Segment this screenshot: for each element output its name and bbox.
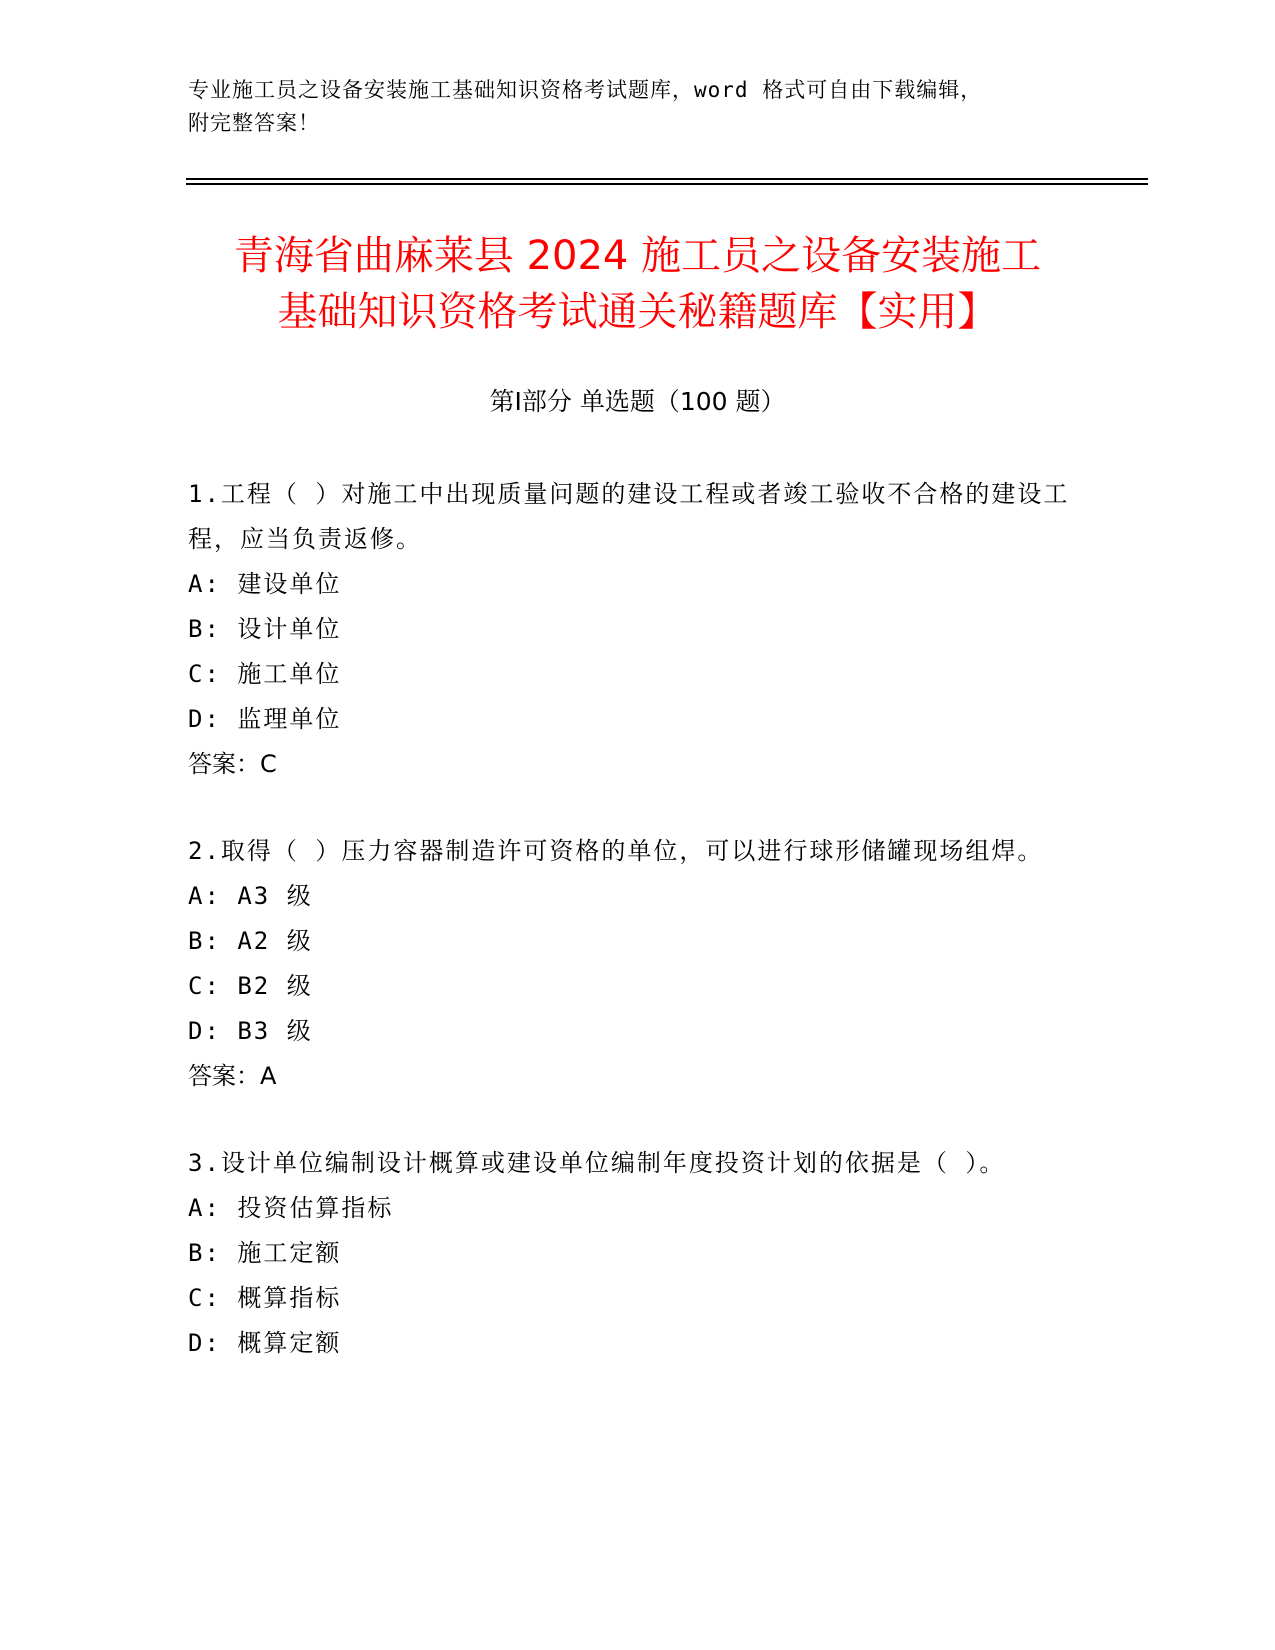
option-d: D: 概算定额 bbox=[188, 1329, 342, 1357]
header-note bbox=[188, 74, 1088, 140]
header-rule-bottom bbox=[186, 183, 1148, 185]
question-stem: 3.设计单位编制设计概算或建设单位编制年度投资计划的依据是（ ）。 bbox=[188, 1149, 1006, 1177]
answer: 答案：A bbox=[188, 1062, 277, 1090]
option-d: D: 监理单位 bbox=[188, 705, 342, 733]
answer: 答案：C bbox=[188, 750, 277, 778]
question-list bbox=[188, 472, 1088, 1408]
question-3 bbox=[188, 1141, 1088, 1366]
question-1 bbox=[188, 472, 1088, 787]
document-title-line-1: 青海省曲麻莱县 2024 施工员之设备安装施工 bbox=[233, 233, 1042, 279]
option-c: C: 概算指标 bbox=[188, 1284, 342, 1312]
option-a: A: 投资估算指标 bbox=[188, 1194, 394, 1222]
header-note-line-1: 专业施工员之设备安装施工基础知识资格考试题库，word 格式可自由下载编辑， bbox=[188, 78, 983, 102]
option-b: B: 施工定额 bbox=[188, 1239, 342, 1267]
document-title-line-2: 基础知识资格考试通关秘籍题库【实用】 bbox=[277, 289, 998, 335]
question-stem: 2.取得（ ）压力容器制造许可资格的单位，可以进行球形储罐现场组焊。 bbox=[188, 837, 1044, 865]
header-rule-top bbox=[186, 178, 1148, 180]
question-stem: 1.工程（ ）对施工中出现质量问题的建设工程或者竣工验收不合格的建设工程，应当负责返修。 bbox=[188, 480, 1070, 553]
header-note-line-2: 附完整答案！ bbox=[188, 111, 320, 135]
option-a: A: 建设单位 bbox=[188, 570, 342, 598]
option-b: B: A2 级 bbox=[188, 927, 313, 955]
option-a: A: A3 级 bbox=[188, 882, 313, 910]
option-b: B: 设计单位 bbox=[188, 615, 342, 643]
section-title: 第Ⅰ部分 单选题（100 题） bbox=[489, 387, 786, 416]
option-c: C: B2 级 bbox=[188, 972, 313, 1000]
header-double-rule bbox=[186, 178, 1148, 186]
document-title bbox=[170, 228, 1105, 340]
option-d: D: B3 级 bbox=[188, 1017, 313, 1045]
question-2 bbox=[188, 829, 1088, 1099]
option-c: C: 施工单位 bbox=[188, 660, 342, 688]
